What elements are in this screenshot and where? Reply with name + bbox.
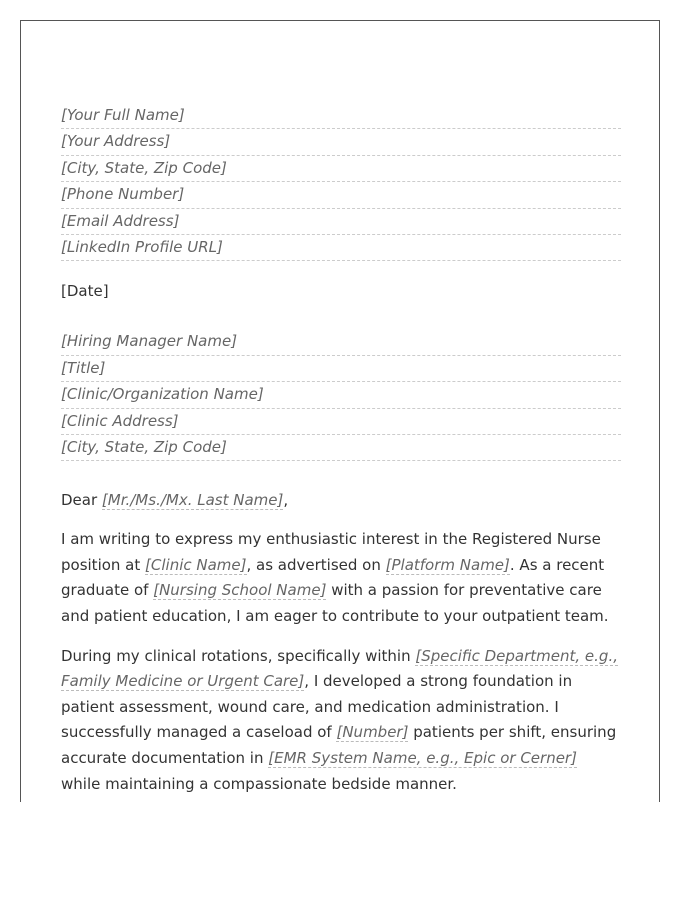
sender-email-field[interactable]: [Email Address] [61, 209, 621, 235]
platform-name-field[interactable]: [Platform Name] [385, 555, 510, 574]
p2-text-1: During my clinical rotations, specifically within [61, 646, 416, 665]
recipient-organization-field[interactable]: [Clinic/Organization Name] [61, 382, 621, 408]
emr-system-field[interactable]: [EMR System Name, e.g., Epic or Cerner] [268, 749, 577, 768]
nursing-school-field[interactable]: [Nursing School Name] [153, 581, 327, 600]
recipient-address-field[interactable]: [Clinic Address] [61, 409, 621, 435]
salutation [61, 487, 621, 513]
p2-text-4: while maintaining a compassionate bedside manner. [61, 774, 457, 793]
date-line: [Date] [61, 282, 109, 301]
salutation-greeting: Dear [61, 491, 102, 510]
paragraph-2 [61, 644, 621, 798]
department-field[interactable]: [Specific Department, e.g., Family Medicine or Urgent Care] [61, 646, 618, 691]
paragraph-1 [61, 527, 621, 629]
recipient-hiring-manager-field[interactable]: [Hiring Manager Name] [61, 329, 621, 355]
p1-text-1: I am writing to express my enthusiastic interest in the Registered Nurse position at [61, 530, 601, 574]
sender-phone-field[interactable]: [Phone Number] [61, 182, 621, 208]
letter-body [61, 103, 621, 797]
sender-full-name-field[interactable]: [Your Full Name] [61, 103, 621, 129]
p2-text-2: , I developed a strong foundation in patient assessment, wound care, and medication administration. I successfully managed a caseload of [61, 672, 573, 742]
salutation-name-field[interactable]: [Mr./Ms./Mx. Last Name] [101, 491, 284, 510]
p1-text-2: , as advertised on [246, 555, 386, 574]
p1-text-3: . As a recent graduate of [61, 555, 605, 600]
document-page [20, 20, 660, 802]
recipient-city-state-zip-field[interactable]: [City, State, Zip Code] [61, 435, 621, 461]
clinic-name-field[interactable]: [Clinic Name] [145, 555, 247, 574]
recipient-block [61, 329, 621, 461]
sender-block [61, 103, 621, 261]
sender-city-state-zip-field[interactable]: [City, State, Zip Code] [61, 156, 621, 182]
p2-text-3: patients per shift, ensuring accurate documentation in [61, 723, 617, 768]
recipient-title-field[interactable]: [Title] [61, 356, 621, 382]
p1-text-4: with a passion for preventative care and patient education, I am eager to contribute to your outpatient team. [61, 581, 609, 626]
sender-address-field[interactable]: [Your Address] [61, 129, 621, 155]
salutation-punct: , [283, 491, 289, 510]
patient-number-field[interactable]: [Number] [336, 723, 409, 742]
sender-linkedin-field[interactable]: [LinkedIn Profile URL] [61, 235, 621, 261]
